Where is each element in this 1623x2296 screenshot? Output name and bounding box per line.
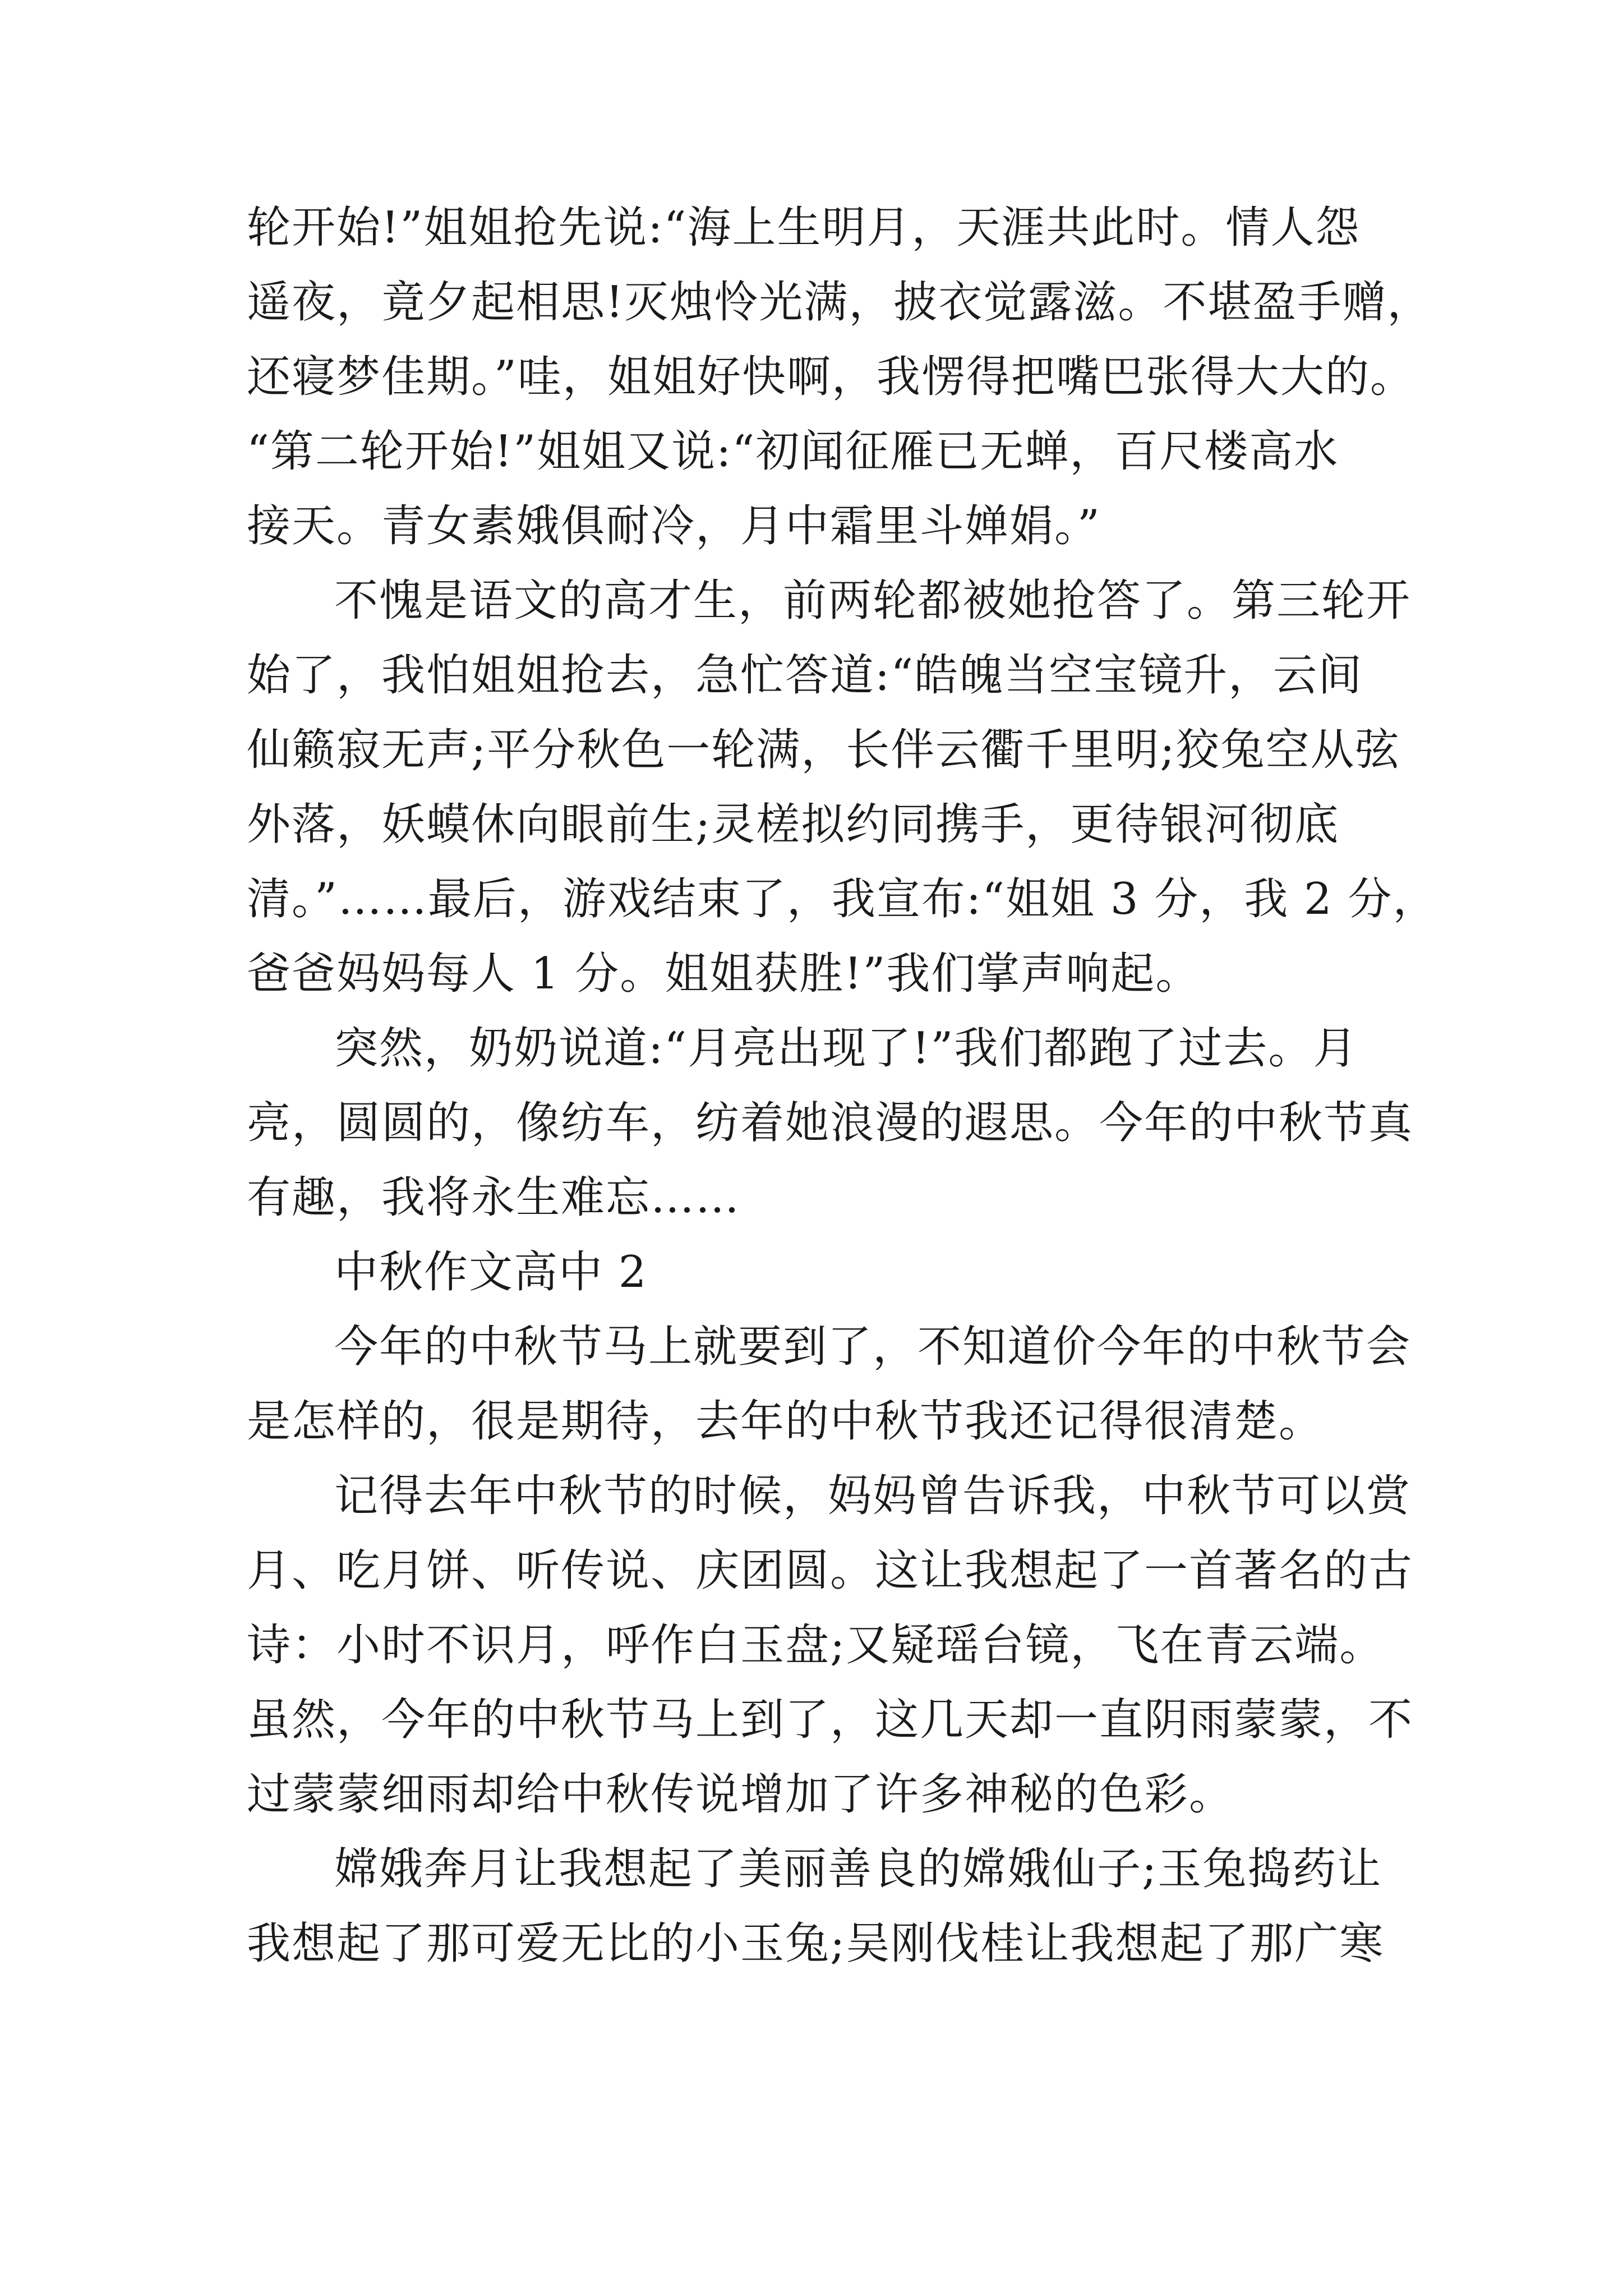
text-line: 我想起了那可爱无比的小玉兔;吴刚伐桂让我想起了那广寒: [247, 1918, 1385, 1969]
text-line: 诗：小时不识月，呼作白玉盘;又疑瑶台镜，飞在青云端。: [247, 1620, 1385, 1671]
paragraph-first-line: 记得去年中秋节的时候，妈妈曾告诉我，中秋节可以赏: [334, 1471, 1412, 1521]
paragraph-first-line: 今年的中秋节马上就要到了，不知道价今年的中秋节会: [334, 1322, 1412, 1372]
paragraph-first-line: 嫦娥奔月让我想起了美丽善良的嫦娥仙子;玉兔捣药让: [334, 1844, 1382, 1894]
text-line: 爸爸妈妈每人 1 分。姐姐获胜!”我们掌声响起。: [247, 949, 1201, 999]
text-line: 亮，圆圆的，像纺车，纺着她浪漫的遐思。今年的中秋节真: [247, 1098, 1414, 1148]
text-line: “第二轮开始!”姐姐又说:“初闻征雁已无蝉，百尺楼高水: [247, 426, 1339, 477]
text-line: 接天。青女素娥俱耐冷，月中霜里斗婵娟。”: [247, 501, 1101, 551]
text-line: 仙籁寂无声;平分秋色一轮满，长伴云衢千里明;狡兔空从弦: [247, 725, 1400, 775]
paragraph-first-line: 不愧是语文的高才生，前两轮都被她抢答了。第三轮开: [334, 576, 1412, 626]
text-line: 还寝梦佳期。”哇，姐姐好快啊，我愣得把嘴巴张得大大的。: [247, 352, 1415, 402]
text-line: 虽然，今年的中秋节马上到了，这几天却一直阴雨蒙蒙，不: [247, 1695, 1414, 1745]
text-line: 遥夜，竟夕起相思!灭烛怜光满，披衣觉露滋。不堪盈手赠，: [247, 277, 1432, 328]
text-line: 清。”……最后，游戏结束了，我宣布:“姐姐 3 分，我 2 分，: [247, 874, 1438, 924]
text-line: 始了，我怕姐姐抢去，急忙答道:“皓魄当空宝镜升，云间: [247, 650, 1363, 701]
text-line: 是怎样的，很是期待，去年的中秋节我还记得很清楚。: [247, 1396, 1324, 1447]
paragraph-first-line: 突然，奶奶说道:“月亮出现了!”我们都跑了过去。月: [334, 1023, 1358, 1074]
text-line: 月、吃月饼、听传说、庆团圆。这让我想起了一首著名的古: [247, 1545, 1414, 1596]
text-line: 过蒙蒙细雨却给中秋传说增加了许多神秘的色彩。: [247, 1769, 1234, 1820]
text-line: 外落，妖蟆休向眼前生;灵槎拟约同携手，更待银河彻底: [247, 799, 1340, 850]
document-body: [247, 191, 1438, 1981]
text-line: 轮开始!”姐姐抢先说:“海上生明月，天涯共此时。情人怨: [247, 203, 1361, 253]
text-line: 有趣，我将永生难忘……: [247, 1172, 741, 1223]
section-heading: 中秋作文高中 2: [334, 1247, 648, 1297]
